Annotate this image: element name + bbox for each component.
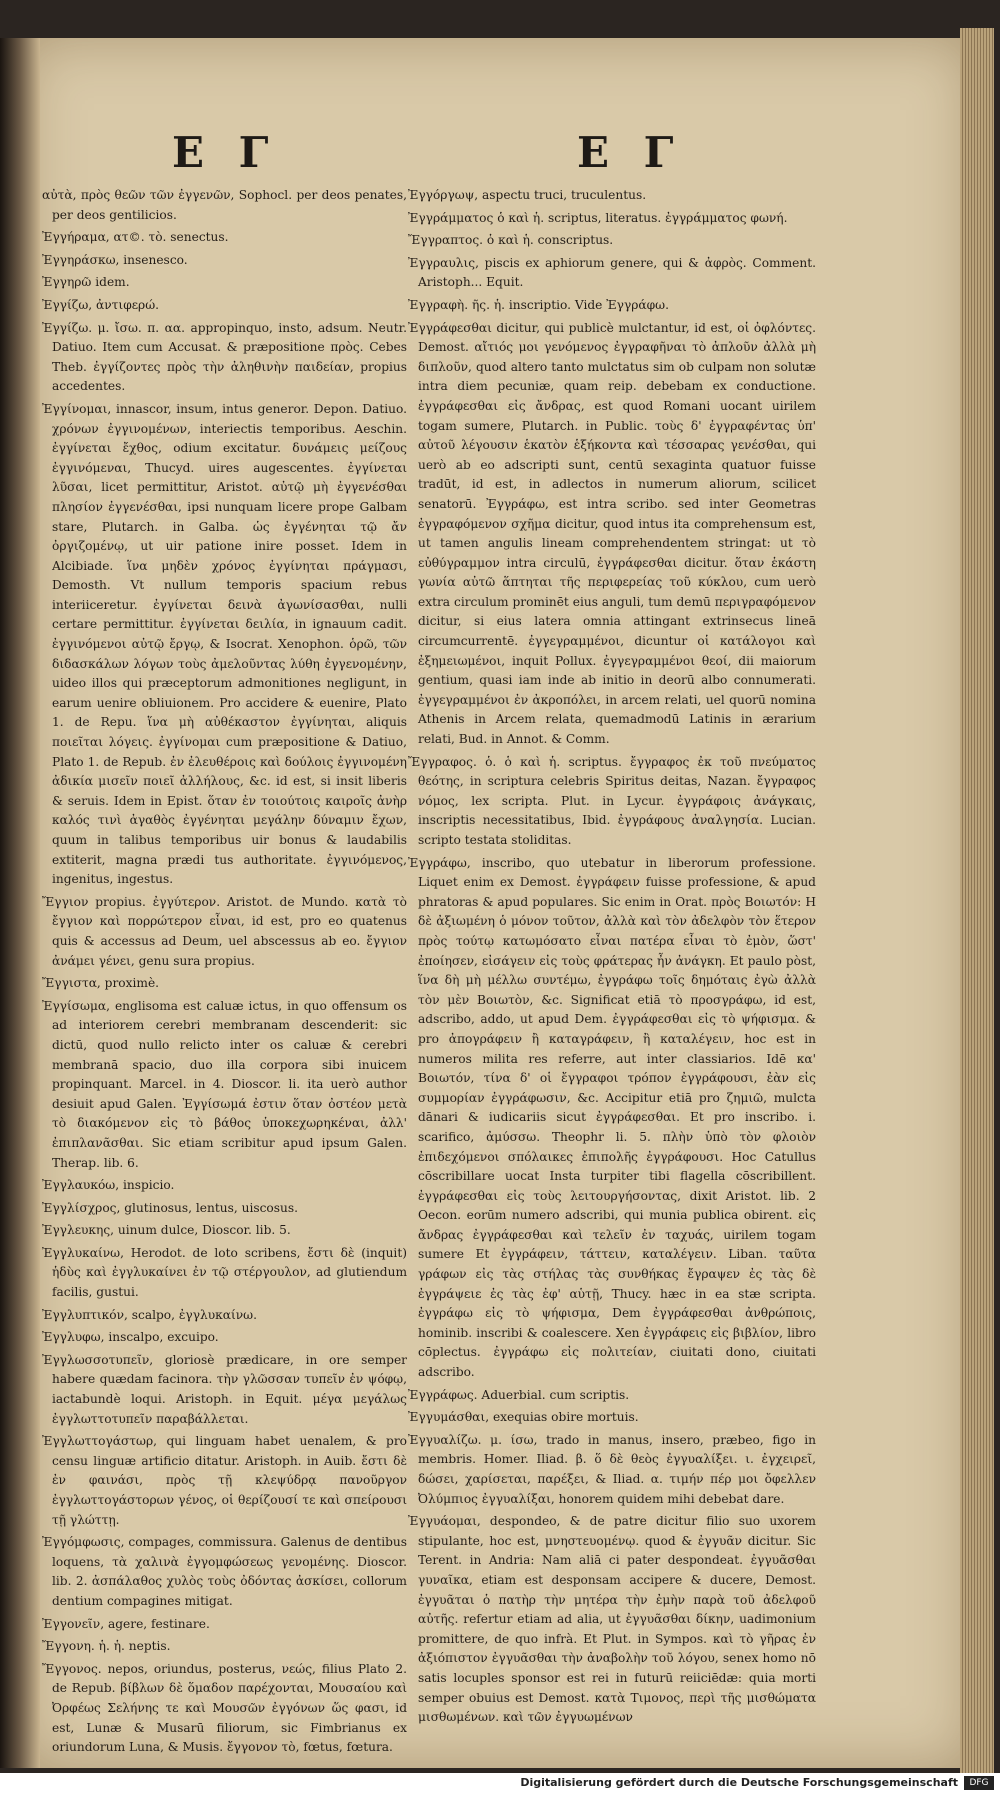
footer-credit: Digitalisierung gefördert durch die Deutsche Forschungsgemeinschaft [520, 1776, 958, 1789]
dictionary-entry: Ἐγγηράσκω, insenesco. [42, 252, 188, 267]
dictionary-entry: Ἐγγόργωψ, aspectu truci, truculentus. [408, 188, 647, 202]
dfg-logo: DFG [964, 1776, 994, 1790]
dictionary-entry: Ἐγγλωττογάστωρ, qui linguam habet uenalem, & pro censu linguæ artificio ditatur. Aristoph. in Auib. ἔστι δὲ ἐν φαινάσι, πρὸς τῇ κλεψύδρᾳ πανοῦργον ἐγγλωττογάστορων γένος, οἱ θερίζουσί τε καὶ σπείρουσι τῇ γλώττῃ. [42, 1434, 407, 1527]
dictionary-entry: Ἐγγραφὴ. ῆς. ἡ. inscriptio. Vide Ἐγγράφω. [408, 297, 669, 312]
dictionary-entry: Ἐγγλωσσοτυπεῖν, gloriosè prædicare, in ore semper habere quædam facinora. τὴν γλῶσσαν τυπεῖν ἐν ψόφῳ, iactabundè loqui. Aristoph. in Equit. μέγα μεγάλως ἐγγλωττοτυπεῖν παραβάλλεται. [42, 1352, 407, 1426]
dictionary-entry: αὐτὰ, πρὸς θεῶν τῶν ἐγγενῶν, Sophocl. per deos penates, per deos gentilicios. [42, 188, 407, 222]
dictionary-entry: Ἐγγίσωμα, englisoma est caluæ ictus, in quo offensum os ad interiorem cerebri membranam descenderit: sic dictū, quod nullo relicto inter os caluæ & cerebri membranā spacio, duo illa corpora sibi inuicem propinquant. Marcel. in 4. Dioscor. li. ita uerò author desiuit apud Galen. Ἐγγίσωμά ἐστιν ὅταν ὀστέον μετὰ τὸ διακόμενον εἰς τὸ βάθος ὑποκεχωρηκέναι, ἀλλ' ἐπιπλανᾶσθαι. Sic etiam scribitur apud ipsum Galen. Therap. lib. 6. [42, 998, 407, 1170]
dictionary-entry: Ἐγγλυφω, inscalpo, excuipo. [42, 1330, 219, 1345]
dictionary-entry: Ἐγγλίσχρος, glutinosus, lentus, uiscosus. [42, 1200, 298, 1215]
page-sheet [22, 38, 972, 1768]
dictionary-entry: Ἐγγραυλις, piscis ex aphiorum genere, qui & ἀφρὸς. Comment. Aristoph... Equit. [408, 255, 816, 290]
dictionary-entry: Ἐγγράμματος ὁ καὶ ἡ. scriptus, literatus. ἐγγράμματος φωνή. [408, 210, 788, 225]
running-head-right: E Γ [577, 128, 684, 177]
dictionary-entry: Ἔγγονος. nepos, oriundus, posterus, νεώς, filius Plato 2. de Repub. βίβλων δὲ ὅμαδον παρέχονται, Μουσαίου καὶ Ὀρφέως Σελήνης τε καὶ Μουσῶν ἐγγόνων ὥς φασι, id est, Lunæ & Musarū filiorum, sic Fimbrianus ex oriundorum Luna, & Musis. ἔγγονον τὸ, fœtus, fœtura. [42, 1661, 407, 1755]
page-edges [960, 28, 994, 1788]
dictionary-entry: Ἐγγλυπτικόν, scalpo, ἐγγλυκαίνω. [42, 1307, 257, 1322]
dictionary-entry: Ἐγγλαυκόω, inspicio. [42, 1178, 175, 1193]
dictionary-entry: Ἐγγυμάσθαι, exequias obire mortuis. [408, 1410, 639, 1425]
dictionary-entry: Ἔγγιστα, proximè. [42, 976, 160, 991]
dictionary-entry: Ἐγγυάομαι, despondeo, & de patre dicitur filio suo uxorem stipulante, hoc est, μνηστευομένῳ. quod & ἐγγυᾶν dicitur. Sic Terent. in Andria: Nam aliā ci pater despondeat. ἐγγυᾶσθαι γυναῖκα, etiam est desponsam accipere & ducere, Demost. ἐγγυᾶται ὁ πατὴρ τὴν μητέρα τὴν ἐμὴν παρὰ τοῦ ἀδελφοῦ αὐτῆς. refertur etiam ad alia, ut ἐγγυᾶσθαι δίκην, uadimonium promittere, de quo infrà. Et Plut. in Sympos. καὶ τὸ γῆρας ἐν ἀξιόπιστον ἐγγυᾶσθαι τὴν ἀναβολὴν τοῦ λόγου, senex homo nō satis locuples sponsor est rei in futurū reiiciēdæ: quia morti semper obuius est Demost. κατὰ Τιμονος, περὶ τῆς μισθώματα μισθωμένων. καὶ τῶν ἐγγυωμένων [408, 1514, 816, 1725]
dictionary-entry: Ἔγγιον propius. ἐγγύτερον. Aristot. de Mundo. κατὰ τὸ ἔγγιον καὶ πορρώτερον εἶναι, id est, pro eo quatenus quis & accessus ad Deum, uel abscessus ab eo. ἔγγιον ἀνάμει γένει, genu sura propius. [42, 894, 407, 968]
dictionary-entry: Ἐγγυαλίζω. μ. ίσω, trado in manus, insero, præbeo, figo in membris. Homer. Iliad. β. ὅ δὲ θεὸς ἐγγυαλίξει. ι. ἐγχειρεῖ, δώσει, χαρίσεται, παρέξει, & Iliad. α. τιμήν πέρ μοι ὄφελλεν Ὀλύμπιος ἐγγυαλίξαι, honorem quidem mihi debebat dare. [408, 1432, 816, 1506]
book-gutter [0, 38, 40, 1768]
dictionary-entry: Ἐγγόμφωσις, compages, commissura. Galenus de dentibus loquens, τὰ χαλινὰ ἐγγομφώσεως γενομένης. Dioscor. lib. 2. ἀσπάλαθος χυλὸς τοὺς ὀδόντας ἀσκίσει, collorum dentium compagines mitigat. [42, 1535, 407, 1608]
dictionary-entry: Ἐγγίζω, ἀντιφερώ. [42, 297, 160, 312]
footer-bar [0, 1773, 1000, 1794]
dictionary-entry: Ἐγγονεῖν, agere, festinare. [42, 1616, 210, 1631]
dictionary-entry: Ἐγγλευκης, uinum dulce, Dioscor. lib. 5. [42, 1223, 291, 1238]
dictionary-entry: Ἐγγίζω. μ. ἴσω. π. αα. appropinquo, insto, adsum. Neutr. Datiuo. Item cum Accusat. & præpositione πρὸς. Cebes Theb. ἐγγίζοντες πρὸς τὴν ἀληθινὴν παιδείαν, propius accedentes. [42, 320, 407, 394]
dictionary-entry: Ἔγγραπτος. ὁ καὶ ἡ. conscriptus. [408, 233, 614, 248]
running-head-left: E Γ [172, 128, 279, 177]
dictionary-entry: Ἐγγλυκαίνω, Herodot. de loto scribens, ἔστι δὲ (inquit) ἡδὺς καὶ ἐγγλυκαίνει ἐν τῷ στέργουλον, ad glutiendum facilis, gustui. [42, 1245, 407, 1300]
dictionary-entry: Ἐγγράφως. Aduerbial. cum scriptis. [408, 1387, 630, 1402]
dictionary-entry: Ἔγγραφος. ὁ. ὁ καὶ ἡ. scriptus. ἔγγραφος ἐκ τοῦ πνεύματος θεότης, in scriptura celebris Spiritus deitas, Nazan. ἔγγραφος νόμος, lex scripta. Plut. in Lycur. ἐγγράφοις ἀνάγκαις, inscriptis necessitatibus, Ibid. ἐγγράφους ἀναλγησία. Lucian. scripto testata stoliditas. [408, 754, 816, 847]
dictionary-entry: Ἐγγράφω, inscribo, quo utebatur in liberorum professione. Liquet enim ex Demost. ἐγγράφειν fuisse professione, & apud phratoras & apud populares. Sic enim in Orat. πρὸς Βοιωτόν: Η δὲ ἀξιωμένη ὁ μόνον τοῦτον, ἀλλὰ καὶ τὸν ἀδελφὸν τὸν ἕτερον πρὸς τούτῳ κατωμόσατο εἶναι πατέρα εἶναι τὸ ἐμὸν, ὥστ' ἐποίησεν, εἰσάγειν εἰς τοὺς φράτερας ἦν ἀνάγκη. Et paulo pòst, ἵνα δὴ μὴ μέλλω συντέμω, ἐγγράφω τοῖς δημόταις ἐγὼ ἀλλὰ τὸν μὲν Βοιωτὸν, &c. Significat etiā τὸ προσγράφω, id est, adscribo, addo, ut apud Dem. ἐγγράφεσθαι εἰς τὸ ψήφισμα. & pro ἀπογράφειν ἢ καταγράφειν, ἢ καταλέγειν, hoc est in numeros milita res referre, aut inter classiarios. Idē κα' Βοιωτόν, τίνα δ' οἱ ἔγγραφοι τρόπον ἐγγράφουσι, ἐὰν εἰς συμμορίαν ἐγγράφωσιν, &c. Accipitur etiā pro ζημιῶ, mulcta dānari & iudicariis sicut ἐγγράφεσθαι. Et pro inscribo. i. scarifico, ἀμύσσω. Theophr li. 5. πλὴν ὑπὸ τὸν φλοιὸν ἐπιδεχόμενοι σπόλαικες ἐπιπολῆς ἐγγράφουσι. Hoc Catullus cōscribillare uocat Insta turpiter tibi flagella cōscribillent. ἐγγράφεσθαι εἰς τοὺς λειτουργήσοντας, dixit Aristot. lib. 2 Oecon. eorūm numero adscribi, qui munia publica obirent. εἰς ἄνδρας ἐγγράφεσθαι καὶ τελεῖν ἐν ταχυάς, uirilem togam sumere Et ἐγγράφειν, τάττειν, καταλέγειν. Liban. ταῦτα γράφων εἰς τὰς στήλας τὰς συνθήκας ἔγραψεν ἐς τὰς δὲ ἐγγράψειε ἐς τὰς ἐφ' αὑτῇ, Thucy. hæc in ea stæ scripta. ἐγγράφω εἰς τὸ ψήφισμα, Dem ἐγγράφεσθαι ἀνθρώποις, hominib. inscribi & coalescere. Xen ἐγγράφεις εἰς βιβλίον, libro cōplectus. ἐγγράφω εἰς πολιτείαν, ciuitati dono, ciuitati adscribo. [408, 855, 816, 1380]
left-column [42, 186, 407, 1761]
dictionary-entry: Ἐγγίνομαι, innascor, insum, intus generor. Depon. Datiuo. χρόνων ἐγγινομένων, interiectis temporibus. Aeschin. ἐγγίνεται ἔχθος, odium excitatur. δυνάμεις μείζους ἐγγινόμεναι, Thucyd. uires augescentes. ἐγγίνεται λῦσαι, licet permittitur, Aristot. αὐτῷ μὴ ἐγγενέσθαι πλησίον ἐγγενέσθαι, ipsi nunquam licere prope Galbam stare, Plutarch. in Galba. ὡς ἐγγένηται τῷ ἄν ὀργιζομένῳ, ut uir patione inire posset. Idem in Alcibiade. ἵνα μηδὲν χρόνος ἐγγίνηται πράγμασι, Demosth. Vt nullum temporis spacium rebus interiiceretur. ἐγγίνεται δεινὰ ἀγωνίσασθαι, nulli certare permittitur. ἐγγίνεται δειλία, in ignauum cadit. ἐγγινόμενοι αὐτῷ ἔργῳ, & Isocrat. Xenophon. ὁρῶ, τῶν διδασκάλων λόγων τοὺς ἀμελοῦντας λύθη ἐγγενομένην, uideo illos qui præceptorum admonitiones negligunt, in earum uenire obliuionem. Pro accidere & euenire, Plato 1. de Repu. ἵνα μὴ αὐθέκαστον ἐγγίνηται, aliquis ποιεῖται λόγεις. ἐγγίνομαι cum præpositione & Datiuo, Plato 1. de Repub. ἐν ἐλευθέροις καὶ δούλοις ἐγγινομένη ἀδικία μισεῖν ποιεῖ ἀλλήλους, &c. id est, si insit liberis & seruis. Idem in Epist. ὅταν ἐν τοιούτοις καιροῖς ἀνὴρ καλός τινὶ ἀγαθὸς ἐγγένηται μεγάλην δύναμιν ἔχων, quum in talibus temporibus uir bonus & laudabilis extiterit, magna prædi tus authoritate. ἐγγινόμενος, ingenitus, ingestus. [42, 401, 407, 887]
right-column [408, 186, 816, 1731]
dictionary-entry: Ἐγγράφεσθαι dicitur, qui publicè mulctantur, id est, οἱ ὀφλόντες. Demost. αἴτιός μοι γενόμενος ἐγγραφῆναι τὸ ἀπλοῦν ἀλλὰ μὴ διπλοῦν, quod altero tanto mulctatus sim ob culpam non solutæ intra diem pecuniæ, quam reip. debebam ex conductione. ἐγγράφεσθαι εἰς ἄνδρας, est quod Romani uocant uirilem togam sumere, Plutarch. in Public. τοὺς δ' ἐγγραφέντας ὑπ' αὐτοῦ λέγουσιν ἑκατὸν ἑξήκοντα καὶ τέσσαρας γενέσθαι, qui uerò ab eo adscripti sunt, centū sexaginta quatuor fuisse tradūt, id est, in adlectos in numerum aliorum, scilicet senatorū. Ἐγγράφω, est intra scribo. sed inter Geometras ἐγγραφόμενον σχῆμα dicitur, quod intus ita comprehensum est, ut tamen angulis lineam comprehendentem stringat: ut τὸ εὐθύγραμμον intra circulū, ἐγγράφεσθαι dicitur. ὅταν ἑκάστη γωνία αὐτῶ ἅπτηται τῆς περιφερείας τοῦ κύκλου, cum uerò extra circulum prominēt eius anguli, tum demū περιγραφόμενον dicitur, si eius latera omnia attingant extrinsecus lineā circumcurrentē. ἐγγεγραμμένοι, dicuntur οἱ κατάλογοι καὶ ἐξημειωμένοι, inquit Pollux. ἐγγεγραμμένοι θεοί, dii maiorum gentium, quasi iam inde ab initio in deorū albo connumerati. ἐγγεγραμμένοι ἐν ἀκροπόλει, in arcem relati, uel quorū nomina Athenis in Arcem relata, quemadmodū Latinis in ærarium relati, Bud. in Annot. & Comm. [408, 320, 816, 747]
dictionary-entry: Ἐγγήραμα, ατ©. τὸ. senectus. [42, 230, 229, 245]
dictionary-entry: Ἐγγηρῶ idem. [42, 275, 130, 290]
dictionary-entry: Ἔγγονη. ἡ. ἡ. neptis. [42, 1639, 171, 1654]
